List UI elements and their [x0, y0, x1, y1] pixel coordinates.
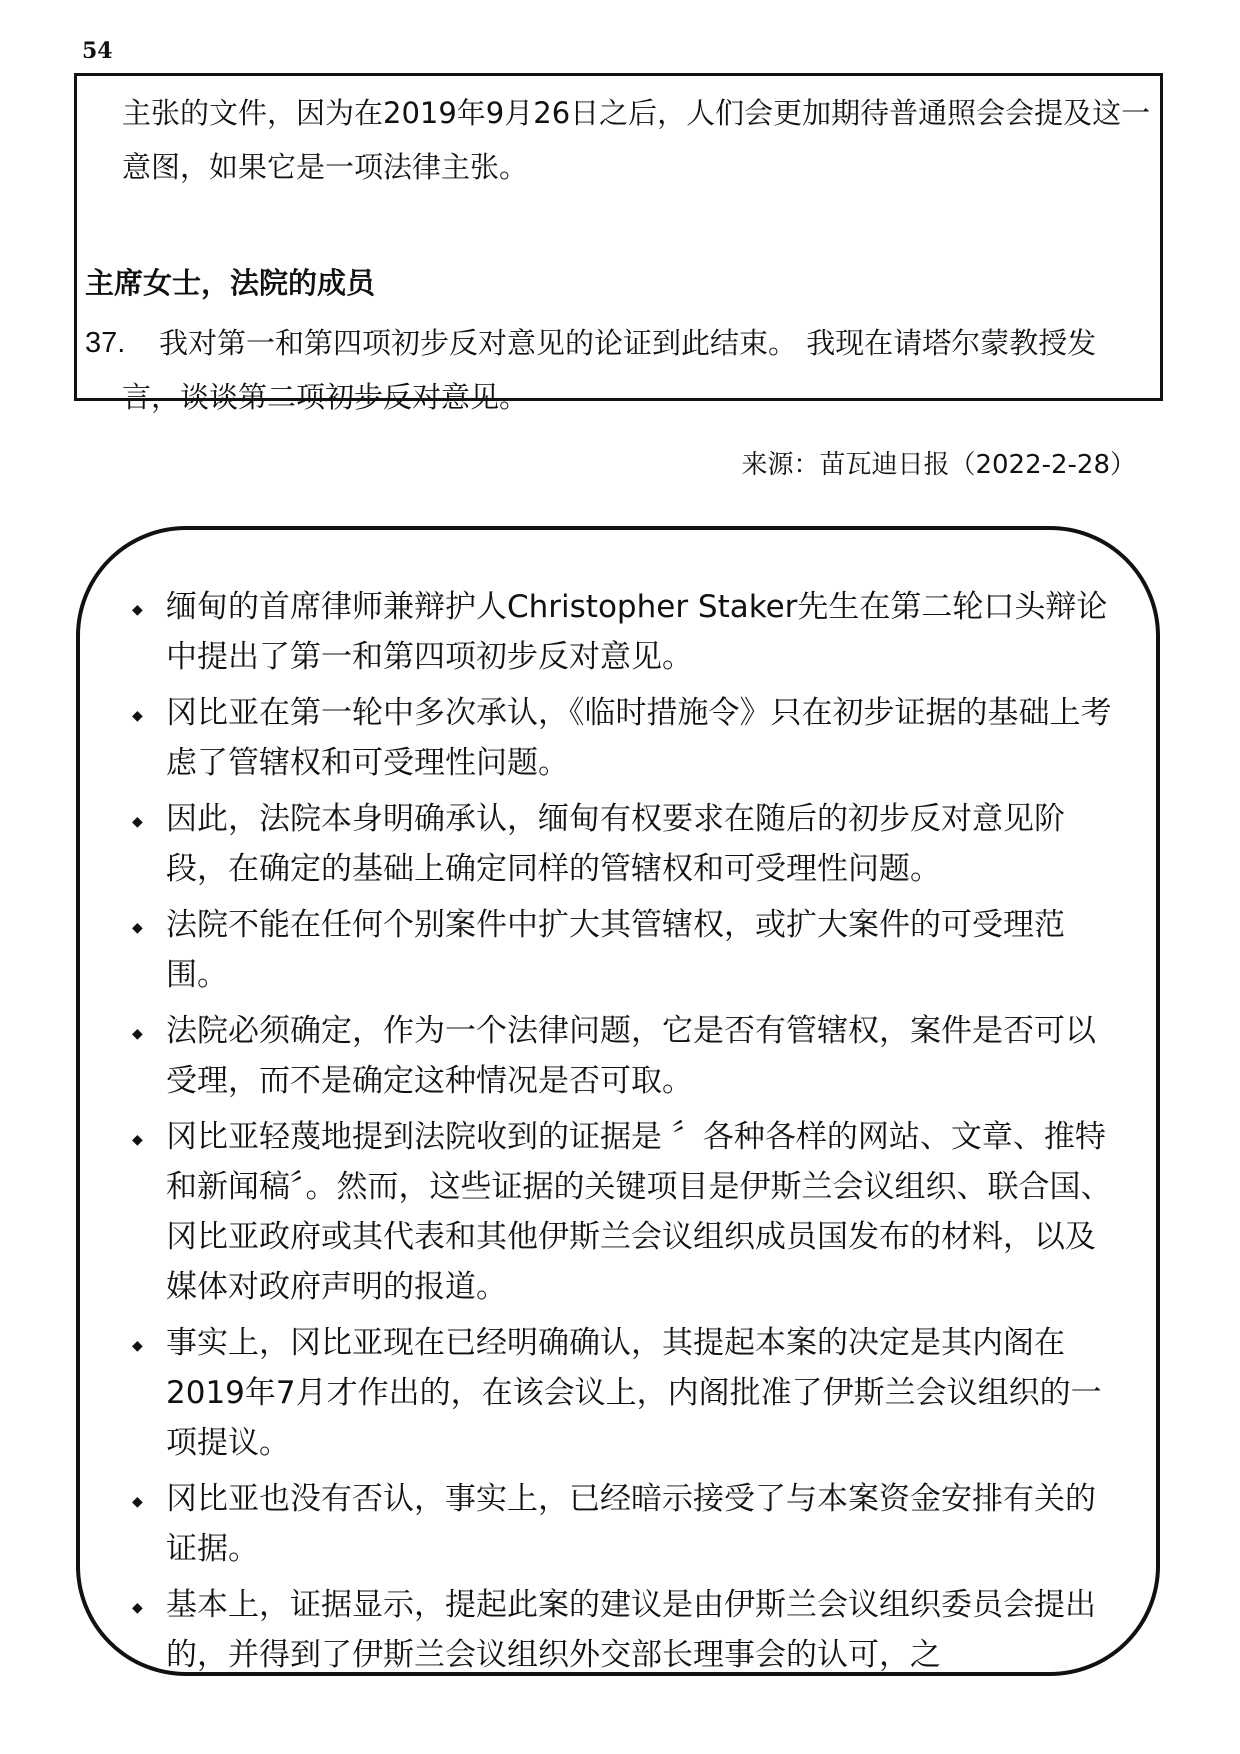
- bullet-text: 基本上，证据显示，提起此案的建议是由伊斯兰会议组织委员会提出的，并得到了伊斯兰会议组织外交部长理事会的认可，之: [166, 1587, 1096, 1673]
- bullet-item: [124, 1318, 1124, 1468]
- bullet-text: 法院必须确定，作为一个法律问题，它是否有管辖权，案件是否可以受理，而不是确定这种情况是否可取。: [166, 1013, 1096, 1099]
- diamond-bullet-icon: ◆: [132, 1026, 143, 1042]
- bullet-text: 冈比亚也没有否认，事实上，已经暗示接受了与本案资金安排有关的证据。: [166, 1481, 1096, 1567]
- source-citation: 来源：苗瓦迪日报（2022-2-28）: [741, 450, 1136, 480]
- transcript-heading: 主席女士，法院的成员: [85, 266, 376, 300]
- bullet-text: 事实上，冈比亚现在已经明确确认，其提起本案的决定是其内阁在2019年7月才作出的，在该会议上，内阁批准了伊斯兰会议组织的一项提议。: [166, 1325, 1102, 1461]
- page-number: 54: [82, 38, 113, 64]
- bullet-text: 法院不能在任何个别案件中扩大其管辖权，或扩大案件的可受理范围。: [166, 907, 1065, 993]
- transcript-excerpt-box: [74, 73, 1163, 414]
- diamond-bullet-icon: ◆: [132, 1338, 143, 1354]
- bullet-text: 缅甸的首席律师兼辩护人Christopher Staker先生在第二轮口头辩论中提出了第一和第四项初步反对意见。: [166, 589, 1108, 675]
- bullet-item: [124, 1006, 1124, 1106]
- diamond-bullet-icon: ◆: [132, 1132, 143, 1148]
- diamond-bullet-icon: ◆: [132, 1600, 143, 1616]
- bullet-item: [124, 1112, 1124, 1312]
- summary-box: [76, 526, 1160, 1676]
- bullet-text: 冈比亚轻蔑地提到法院收到的证据是 〞各种各样的网站、文章、推特和新闻稿〞。然而，这些证据的关键项目是伊斯兰会议组织、联合国、冈比亚政府或其代表和其他伊斯兰会议组织成员国发布的材料，以及媒体对政府声明的报道。: [166, 1119, 1112, 1305]
- summary-bullet-list: [124, 582, 1124, 1686]
- bullet-text: 因此，法院本身明确承认，缅甸有权要求在随后的初步反对意见阶段，在确定的基础上确定同样的管辖权和可受理性问题。: [166, 801, 1065, 887]
- diamond-bullet-icon: ◆: [132, 920, 143, 936]
- diamond-bullet-icon: ◆: [132, 602, 143, 618]
- diamond-bullet-icon: ◆: [132, 814, 143, 830]
- bullet-item: [124, 582, 1124, 682]
- bullet-item: [124, 900, 1124, 1000]
- bullet-item: [124, 1474, 1124, 1574]
- paragraph-number: 37.: [85, 327, 126, 359]
- bullet-text: 冈比亚在第一轮中多次承认，《临时措施令》只在初步证据的基础上考虑了管辖权和可受理性问题。: [166, 695, 1112, 781]
- paragraph-text: 我对第一和第四项初步反对意见的论证到此结束。 我现在请塔尔蒙教授发言，谈谈第二项初步反对意见。: [122, 326, 1097, 414]
- bullet-item: [124, 1580, 1124, 1680]
- bullet-item: [124, 688, 1124, 788]
- diamond-bullet-icon: ◆: [132, 1494, 143, 1510]
- diamond-bullet-icon: ◆: [132, 708, 143, 724]
- transcript-continued-paragraph: 主张的文件，因为在2019年9月26日之后，人们会更加期待普通照会会提及这一意图，如果它是一项法律主张。: [122, 96, 1151, 184]
- bullet-item: [124, 794, 1124, 894]
